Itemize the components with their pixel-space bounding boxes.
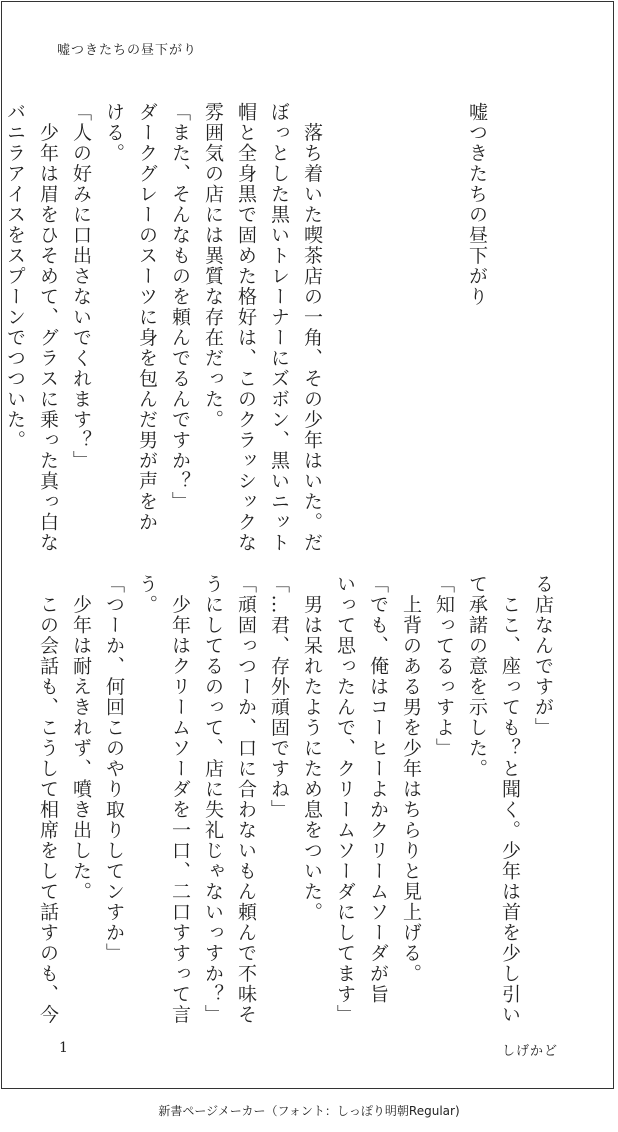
text-line: る店なんですが」 xyxy=(532,574,554,738)
text-line: 「つーか、何回このやり取りしてンすか」 xyxy=(103,574,125,964)
running-header: 嘘つきたちの昼下がり xyxy=(57,43,198,58)
text-line: 男は呆れたようにため息をついた。 xyxy=(301,574,323,923)
text-line: いって思ったんで、クリームソーダにしてます」 xyxy=(334,574,356,1025)
text-line: 上背のある男を少年はちらりと見上げる。 xyxy=(400,574,422,984)
text-line: う。 xyxy=(136,574,158,615)
text-line: うにしてるのって、店に失礼じゃないっすか？」 xyxy=(202,574,224,1025)
text-line: 「でも、俺はコーヒーよかクリームソーダが旨 xyxy=(367,574,389,1005)
book-page xyxy=(1,1,614,1089)
text-line: この会話も、こうして相席をして話すのも、今 xyxy=(37,574,59,1025)
text-line: 「頑固っつーか、口に合わないもん頼んで不味そ xyxy=(235,574,257,1025)
text-line: 「また、そんなものを頼んでるんですか？」 xyxy=(169,102,191,512)
author-name: しげかど xyxy=(501,1044,558,1059)
generator-caption: 新書ページメーカー（フォント：しっぽり明朝Regular) xyxy=(158,1104,460,1118)
text-line: ぼっとした黒いトレーナーにズボン、黒いニット xyxy=(268,102,290,553)
text-line: 「人の好みに口出さないでくれます？」 xyxy=(70,102,92,471)
text-line: て承諾の意を示した。 xyxy=(466,574,488,779)
text-line: 帽と全身黒で固めた格好は、このクラッシックな xyxy=(235,102,257,553)
text-line: 「…君、存外頑固ですね」 xyxy=(268,574,290,820)
text-line: 落ち着いた喫茶店の一角、その少年はいた。だ xyxy=(301,102,323,553)
text-line: ける。 xyxy=(103,102,125,164)
page-number: 1 xyxy=(59,1040,68,1056)
text-line: 少年は耐えきれず、噴き出した。 xyxy=(70,574,92,902)
story-title: 嘘つきたちの昼下がり xyxy=(466,102,488,307)
text-line: 少年は眉をひそめて、グラスに乗った真っ白な xyxy=(37,102,59,553)
text-line: ここ、座っても？と聞く。少年は首を少し引い xyxy=(499,574,521,1025)
text-line: ダークグレーのスーツに身を包んだ男が声をか xyxy=(136,102,158,533)
text-column-upper xyxy=(4,102,559,553)
text-line: 雰囲気の店には異質な存在だった。 xyxy=(202,102,224,430)
text-line: 少年はクリームソーダを一口、二口すすって言 xyxy=(169,574,191,1025)
text-line: 「知ってるっすよ」 xyxy=(433,574,455,759)
text-line: バニラアイスをスプーンでつついた。 xyxy=(4,102,26,451)
text-column-lower xyxy=(37,574,559,1025)
